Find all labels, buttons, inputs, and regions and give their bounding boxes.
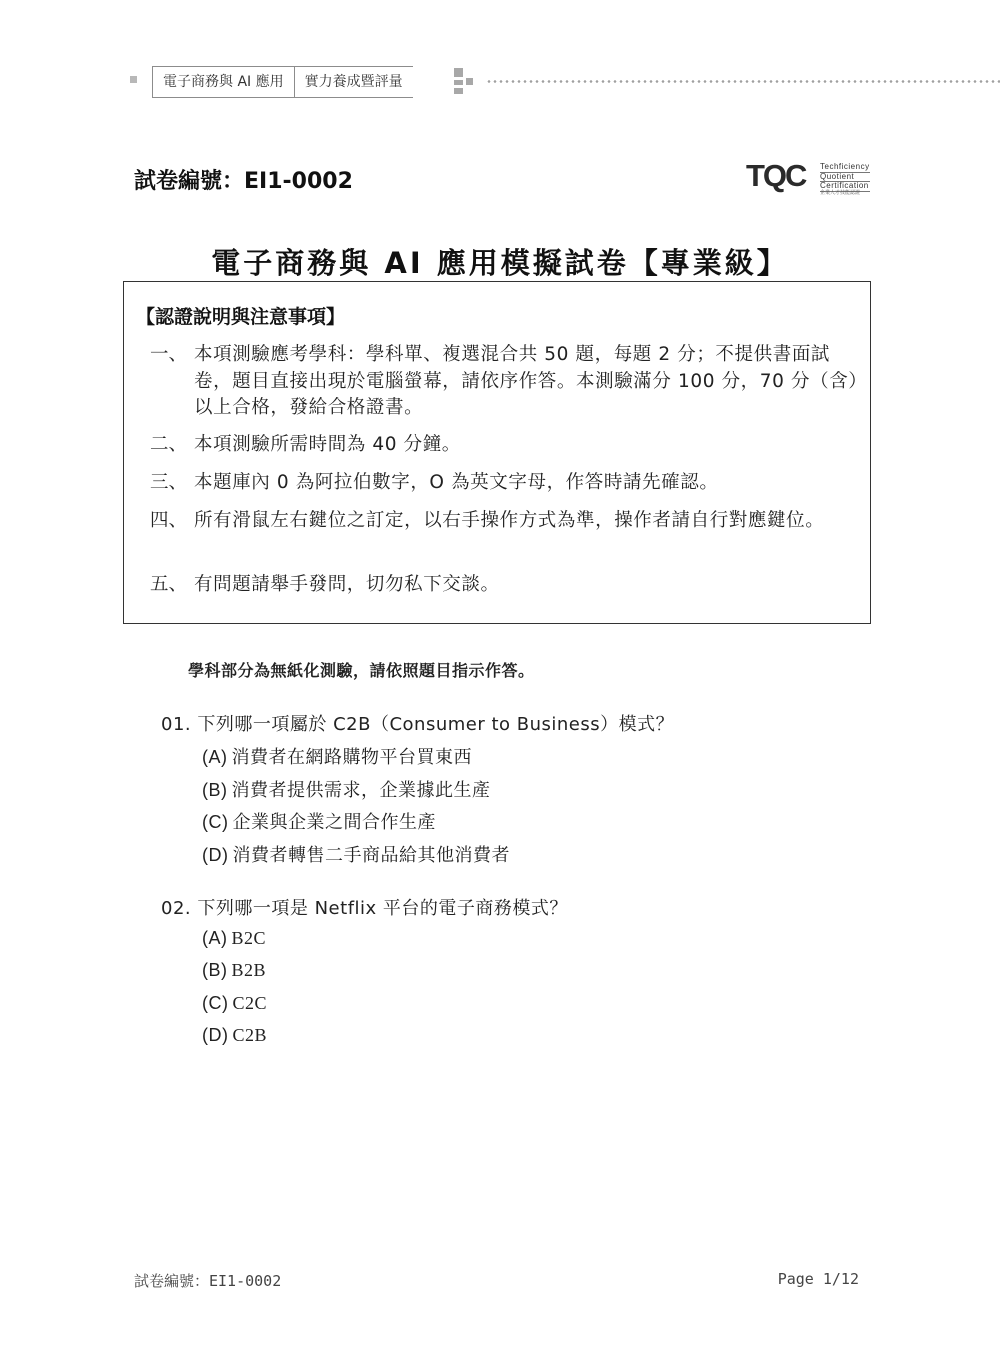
tqc-logo-line1: Techficiency	[820, 162, 870, 171]
option-text: 消費者提供需求，企業據此生產	[231, 780, 491, 801]
option-text: C2B	[232, 1025, 268, 1045]
option-item	[202, 743, 472, 769]
notice-item-text: 所有滑鼠左右鍵位之訂定，以右手操作方式為準，操作者請自行對應鍵位。	[194, 510, 825, 531]
option-item	[202, 808, 436, 834]
header-book-title: 電子商務與 AI 應用	[153, 67, 295, 97]
notice-item-text: 有問題請舉手發問，切勿私下交談。	[194, 574, 500, 595]
option-label: (D)	[202, 1025, 229, 1045]
page-title: 電子商務與 AI 應用模擬試卷【專業級】	[211, 246, 789, 280]
option-item	[202, 841, 510, 867]
notice-item	[150, 572, 860, 599]
notice-box	[123, 281, 871, 624]
question-text: 下列哪一項屬於 C2B（Consumer to Business）模式？	[197, 714, 675, 735]
question-text: 下列哪一項是 Netflix 平台的電子商務模式？	[197, 898, 568, 919]
tqc-logo-cn: 企業人才技能認證	[820, 190, 861, 196]
tqc-logo-mark: TQC	[746, 158, 806, 193]
option-label: (C)	[202, 812, 229, 832]
header-section-title: 實力養成暨評量	[304, 74, 403, 90]
notice-item-number: 一、	[150, 344, 188, 365]
option-label: (D)	[202, 845, 229, 865]
option-item	[202, 776, 491, 802]
option-text: B2C	[231, 928, 267, 948]
footer-exam-code: 試卷編號：EI1-0002	[134, 1272, 282, 1290]
notice-item-number: 四、	[150, 510, 188, 531]
question-number: 02.	[161, 898, 192, 919]
question-01	[161, 710, 674, 736]
footer-page-number: Page 1/12	[777, 1270, 859, 1288]
option-text: C2C	[232, 993, 268, 1013]
option-item	[202, 993, 267, 1014]
option-label: (A)	[202, 747, 228, 767]
question-02	[161, 894, 568, 920]
header-tabs	[152, 66, 413, 98]
option-text: 消費者在網路購物平台買東西	[231, 747, 472, 768]
header-dotted-line	[486, 80, 1000, 83]
notice-item-number: 三、	[150, 472, 188, 493]
header-square-icon	[130, 76, 137, 83]
exam-code: 試卷編號：EI1-0002	[134, 169, 353, 194]
notice-item	[150, 470, 860, 497]
option-item	[202, 960, 266, 981]
tqc-logo-words	[820, 163, 870, 192]
notice-item-text: 本項測驗應考學科：學科單、複選混合共 50 題，每題 2 分；不提供書面試卷，題目直接出現於電腦螢幕，請依序作答。本測驗滿分 100 分，70 分（含）以上合格，發給合格證書。	[194, 344, 859, 418]
notice-item	[150, 342, 860, 422]
running-header	[130, 66, 1000, 98]
notice-title: 【認證說明與注意事項】	[136, 306, 346, 328]
option-label: (B)	[202, 780, 228, 800]
option-text: 消費者轉售二手商品給其他消費者	[232, 845, 510, 866]
header-blocks-icon	[454, 68, 476, 94]
tqc-logo-line2: Quotient	[820, 173, 870, 183]
tqc-logo-line3: Certification	[820, 181, 869, 190]
intro-text: 學科部分為無紙化測驗，請依照題目指示作答。	[188, 661, 535, 680]
option-text: 企業與企業之間合作生產	[232, 812, 436, 833]
option-text: B2B	[231, 960, 267, 980]
option-label: (A)	[202, 928, 228, 948]
notice-item	[150, 432, 860, 459]
question-number: 01.	[161, 714, 192, 735]
notice-item-number: 五、	[150, 574, 188, 595]
option-item	[202, 1025, 267, 1046]
notice-item-text: 本題庫內 0 為阿拉伯數字，O 為英文字母，作答時請先確認。	[194, 472, 719, 493]
tqc-logo	[746, 160, 872, 196]
notice-item	[150, 508, 860, 535]
notice-item-number: 二、	[150, 434, 188, 455]
notice-item-text: 本項測驗所需時間為 40 分鐘。	[194, 434, 461, 455]
option-label: (B)	[202, 960, 228, 980]
option-label: (C)	[202, 993, 229, 1013]
option-item	[202, 928, 266, 949]
